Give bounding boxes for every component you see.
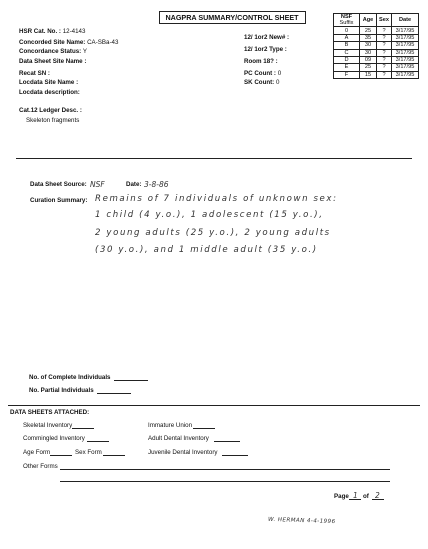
hsr-cat-field — [19, 28, 85, 35]
type-label: 12/ 1or2 Type : — [244, 46, 287, 53]
cell-date: 3/17/95 — [392, 49, 419, 56]
juvenile-dental-field[interactable] — [222, 455, 248, 456]
other-forms-field-1[interactable] — [60, 469, 390, 470]
hsr-cat-value: 12-4143 — [62, 28, 86, 35]
date-label: Date: — [126, 181, 142, 188]
cell-suffix: D — [334, 56, 360, 63]
recat-sn-label: Recat SN : — [19, 69, 50, 77]
age-form-label: Age Form — [23, 449, 51, 456]
cell-date: 3/17/95 — [392, 71, 419, 78]
page-number-field — [349, 499, 361, 500]
cell-sex: ? — [377, 56, 392, 63]
page-title: NAGPRA SUMMARY/CONTROL SHEET — [165, 12, 299, 22]
new-number-label: 12/ 1or2 New# : — [244, 34, 290, 41]
cell-suffix: 0 — [334, 27, 360, 34]
cell-sex: ? — [377, 64, 392, 71]
col-date: Date — [392, 14, 419, 27]
col-age: Age — [360, 14, 377, 27]
immature-union-label: Immature Union — [148, 422, 193, 429]
sk-count-field — [244, 79, 279, 86]
cell-age: 30 — [360, 42, 377, 49]
cell-age: 35 — [360, 34, 377, 41]
nsf-table — [333, 13, 419, 79]
data-sheet-site-label: Data Sheet Site Name : — [19, 57, 87, 65]
cell-date: 3/17/95 — [392, 56, 419, 63]
cell-sex: ? — [377, 34, 392, 41]
curation-summary-label: Curation Summary: — [30, 197, 88, 204]
complete-individuals-field[interactable] — [114, 380, 148, 381]
concorded-site-value: CA-SBa-43 — [87, 38, 119, 46]
table-row — [334, 34, 419, 41]
room-label: Room 18? : — [244, 58, 278, 65]
page-total: 2 — [375, 490, 380, 500]
immature-union-field[interactable] — [193, 428, 215, 429]
age-form-field[interactable] — [50, 455, 72, 456]
pc-count-field — [244, 70, 281, 77]
page-total-field — [372, 499, 384, 500]
adult-dental-field[interactable] — [214, 441, 240, 442]
nsf-table-header — [334, 14, 419, 27]
partial-individuals-label: No. Partial Individuals — [29, 387, 94, 394]
sk-count-value: 0 — [275, 79, 280, 86]
col-nsf-suffix — [334, 14, 360, 27]
col-nsf-label: NSF — [340, 14, 353, 20]
juvenile-dental-label: Juvenile Dental Inventory — [148, 449, 218, 456]
page-number: 1 — [353, 490, 358, 500]
concordance-status-field — [19, 48, 87, 55]
cell-age: 15 — [360, 71, 377, 78]
concorded-site-label: Concorded Site Name: — [19, 38, 86, 46]
table-row — [334, 56, 419, 63]
cell-date: 3/17/95 — [392, 64, 419, 71]
cell-date: 3/17/95 — [392, 34, 419, 41]
locdata-site-label: Locdata Site Name : — [19, 79, 79, 86]
concorded-site-field — [19, 39, 118, 46]
section-divider — [16, 158, 412, 159]
data-sheet-source-value: NSF — [90, 179, 105, 189]
sex-form-field[interactable] — [103, 455, 125, 456]
table-row — [334, 64, 419, 71]
cell-sex: ? — [377, 42, 392, 49]
cell-suffix: F — [334, 71, 360, 78]
cell-date: 3/17/95 — [392, 42, 419, 49]
cell-sex: ? — [377, 27, 392, 34]
concordance-status-value: Y — [82, 48, 87, 55]
concordance-status-label: Concordance Status: — [19, 48, 82, 55]
of-label: of — [363, 493, 369, 500]
col-sex: Sex — [377, 14, 392, 27]
ledger-desc-value: Skeleton fragments — [26, 117, 80, 124]
commingled-inventory-label: Commingled Inventory — [23, 435, 85, 442]
other-forms-field-2[interactable] — [60, 481, 390, 482]
skeletal-inventory-field[interactable] — [72, 428, 94, 429]
other-forms-label: Other Forms — [23, 463, 58, 470]
cell-age: 09 — [360, 56, 377, 63]
pc-count-label: PC Count : — [244, 69, 276, 77]
cell-age: 30 — [360, 49, 377, 56]
signature: W. HERMAN 4-4-1996 — [267, 516, 336, 526]
cell-sex: ? — [377, 49, 392, 56]
sex-form-label: Sex Form — [75, 449, 102, 456]
table-row — [334, 49, 419, 56]
table-row — [334, 27, 419, 34]
page-label: Page — [334, 493, 349, 500]
adult-dental-label: Adult Dental Inventory — [148, 435, 209, 442]
table-row — [334, 71, 419, 78]
cell-suffix: E — [334, 64, 360, 71]
curation-line: Remains of 7 individuals of unknown sex: — [95, 194, 338, 204]
curation-line: 2 young adults (25 y.o.), 2 young adults — [95, 228, 331, 238]
section-divider — [8, 405, 420, 406]
pc-count-value: 0 — [277, 69, 282, 77]
complete-individuals-label: No. of Complete Individuals — [29, 374, 111, 381]
curation-line: 1 child (4 y.o.), 1 adolescent (15 y.o.), — [95, 210, 324, 220]
data-sheets-attached-heading: DATA SHEETS ATTACHED: — [10, 409, 90, 416]
cell-age: 25 — [360, 27, 377, 34]
data-sheet-source-label: Data Sheet Source: — [30, 181, 87, 188]
locdata-description-label: Locdata description: — [19, 88, 80, 96]
partial-individuals-field[interactable] — [97, 393, 131, 394]
sk-count-label: SK Count: — [244, 79, 275, 86]
cell-date: 3/17/95 — [392, 27, 419, 34]
commingled-inventory-field[interactable] — [87, 441, 109, 442]
cell-suffix: C — [334, 49, 360, 56]
cell-suffix: A — [334, 34, 360, 41]
col-suffix-label: Suffix — [339, 20, 354, 27]
table-row — [334, 42, 419, 49]
cell-age: 25 — [360, 64, 377, 71]
cell-suffix: B — [334, 42, 360, 49]
date-value: 3-8-86 — [144, 179, 169, 189]
skeletal-inventory-label: Skeletal Inventory — [23, 422, 73, 429]
hsr-cat-label: HSR Cat. No. : — [19, 28, 61, 35]
ledger-desc-label: Cat.12 Ledger Desc. : — [19, 107, 82, 114]
cell-sex: ? — [377, 71, 392, 78]
curation-line: (30 y.o.), and 1 middle adult (35 y.o.) — [95, 245, 318, 255]
